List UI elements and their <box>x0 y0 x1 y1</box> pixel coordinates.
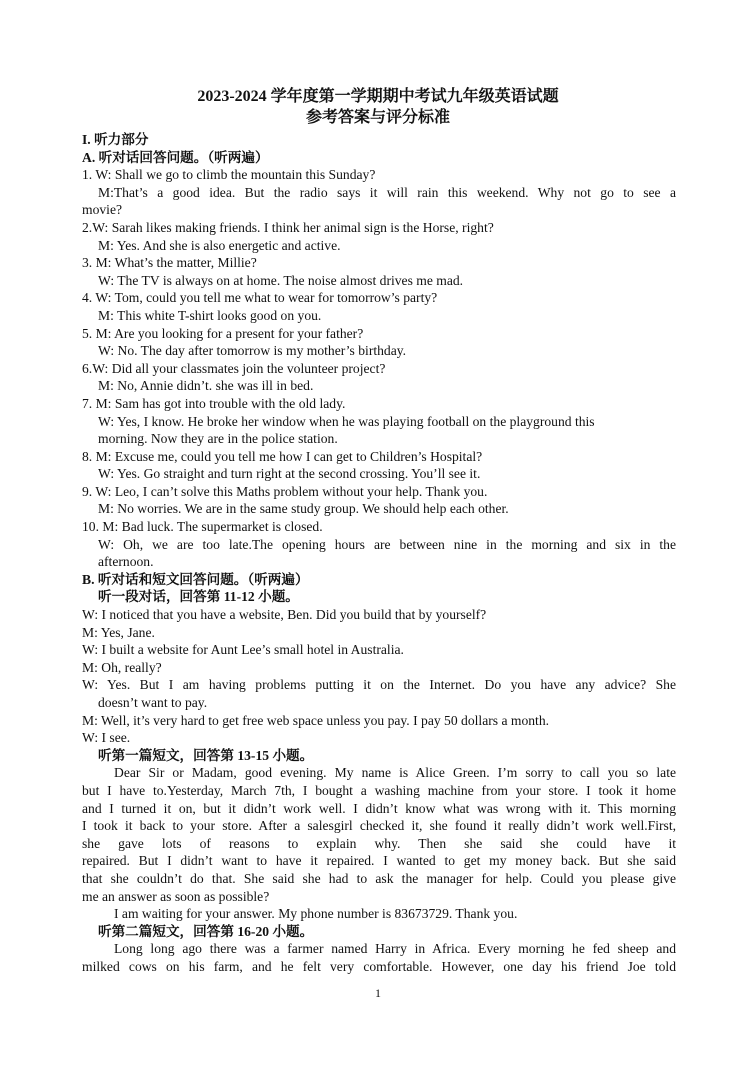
passage2-line: milked cows on his farm, and he felt very comfortable. However, one day his friend Joe told <box>82 958 676 974</box>
dialogue-question: 2.W: Sarah likes making friends. I think her animal sign is the Horse, right? <box>82 219 494 235</box>
document-subtitle: 参考答案与评分标准 <box>305 109 450 126</box>
part-a-heading: A. 听对话回答问题。（听两遍） <box>82 149 269 165</box>
page-number: 1 <box>375 986 381 1000</box>
passage1-line: I took it back to your store. After a salesgirl checked it, she found it really didn’t work well.First, <box>82 818 676 834</box>
dialogue-line: M: Yes, Jane. <box>82 624 155 640</box>
section-heading: I. 听力部分 <box>82 132 149 147</box>
dialogue-answer: W: Oh, we are too late.The opening hours are between nine in the morning and six in the <box>98 536 676 552</box>
passage1-line: that she couldn’t do that. She said she had to ask the manager for help. Could you please give <box>82 870 676 886</box>
dialogue-line: doesn’t want to pay. <box>98 695 208 710</box>
dialogue-answer: M: This white T-shirt looks good on you. <box>98 307 322 323</box>
dialogue-line: W: I see. <box>82 730 131 746</box>
dialogue-question: 9. W: Leo, I can’t solve this Maths problem without your help. Thank you. <box>82 483 488 499</box>
dialogue-line: M: Well, it’s very hard to get free web space unless you pay. I pay 50 dollars a month. <box>82 712 550 728</box>
passage1-line: Dear Sir or Madam, good evening. My name is Alice Green. I’m sorry to call you so late <box>114 765 676 781</box>
passage1-line: and I turned it on, but it didn’t work well. I didn’t know what was wrong with it. This morning <box>82 800 676 816</box>
passage1-close: I am waiting for your answer. My phone number is 83673729. Thank you. <box>114 906 518 922</box>
passage1-heading: 听第一篇短文，回答第 13-15 小题。 <box>98 747 314 763</box>
dialogue-question: 1. W: Shall we go to climb the mountain this Sunday? <box>82 167 376 183</box>
dialogue-line: M: Oh, really? <box>82 659 162 675</box>
dialogue-answer-cont: movie? <box>82 202 123 218</box>
dialogue-answer: W: Yes, I know. He broke her window when he was playing football on the playground this <box>98 413 595 429</box>
dialogue-answer: W: No. The day after tomorrow is my mother’s birthday. <box>98 343 407 359</box>
dialogue-heading: 听一段对话，回答第 11-12 小题。 <box>98 589 299 605</box>
part-b-heading: B. 听对话和短文回答问题。（听两遍） <box>82 571 309 587</box>
dialogue-line: W: Yes. But I am having problems putting it on the Internet. Do you have any advice? She <box>82 677 676 693</box>
dialogue-question: 4. W: Tom, could you tell me what to wear for tomorrow’s party? <box>82 290 438 306</box>
passage1-line: she gave lots of reasons to explain why. Then she said she could have it <box>82 835 676 851</box>
dialogue-line: W: I built a website for Aunt Lee’s small hotel in Australia. <box>82 642 404 658</box>
passage2-heading: 听第二篇短文，回答第 16-20 小题。 <box>98 923 314 939</box>
passage1-line: repaired. But I didn’t want to have it repaired. I wanted to get my money back. But she said <box>82 853 676 869</box>
dialogue-answer: M: No, Annie didn’t. she was ill in bed. <box>98 378 314 394</box>
dialogue-answer: W: Yes. Go straight and turn right at the second crossing. You’ll see it. <box>98 466 481 482</box>
passage2-line: Long long ago there was a farmer named Harry in Africa. Every morning he fed sheep and <box>114 941 676 957</box>
dialogue-answer-cont: afternoon. <box>98 554 154 570</box>
dialogue-answer: W: The TV is always on at home. The noise almost drives me mad. <box>98 272 464 288</box>
dialogue-answer: M: No worries. We are in the same study group. We should help each other. <box>98 501 509 517</box>
dialogue-line: W: I noticed that you have a website, Ben. Did you build that by yourself? <box>82 607 487 623</box>
dialogue-answer: M:That’s a good idea. But the radio says it will rain this weekend. Why not go to see a <box>98 184 676 200</box>
dialogue-question: 6.W: Did all your classmates join the volunteer project? <box>82 360 386 376</box>
dialogue-answer-cont: morning. Now they are in the police station. <box>98 431 338 447</box>
dialogue-question: 7. M: Sam has got into trouble with the old lady. <box>82 395 346 411</box>
document-body <box>82 131 676 976</box>
dialogue-answer: M: Yes. And she is also energetic and active. <box>98 237 341 253</box>
dialogue-question: 3. M: What’s the matter, Millie? <box>82 255 257 271</box>
dialogue-question: 5. M: Are you looking for a present for your father? <box>82 325 364 341</box>
dialogue-question: 10. M: Bad luck. The supermarket is closed. <box>82 519 323 535</box>
passage1-line: but I have to.Yesterday, March 7th, I bought a washing machine from your store. I took it home <box>82 782 676 798</box>
document-title: 2023-2024 学年度第一学期期中考试九年级英语试题 <box>197 88 559 105</box>
passage1-line: me an answer as soon as possible? <box>82 888 270 904</box>
dialogue-question: 8. M: Excuse me, could you tell me how I can get to Children’s Hospital? <box>82 448 483 464</box>
